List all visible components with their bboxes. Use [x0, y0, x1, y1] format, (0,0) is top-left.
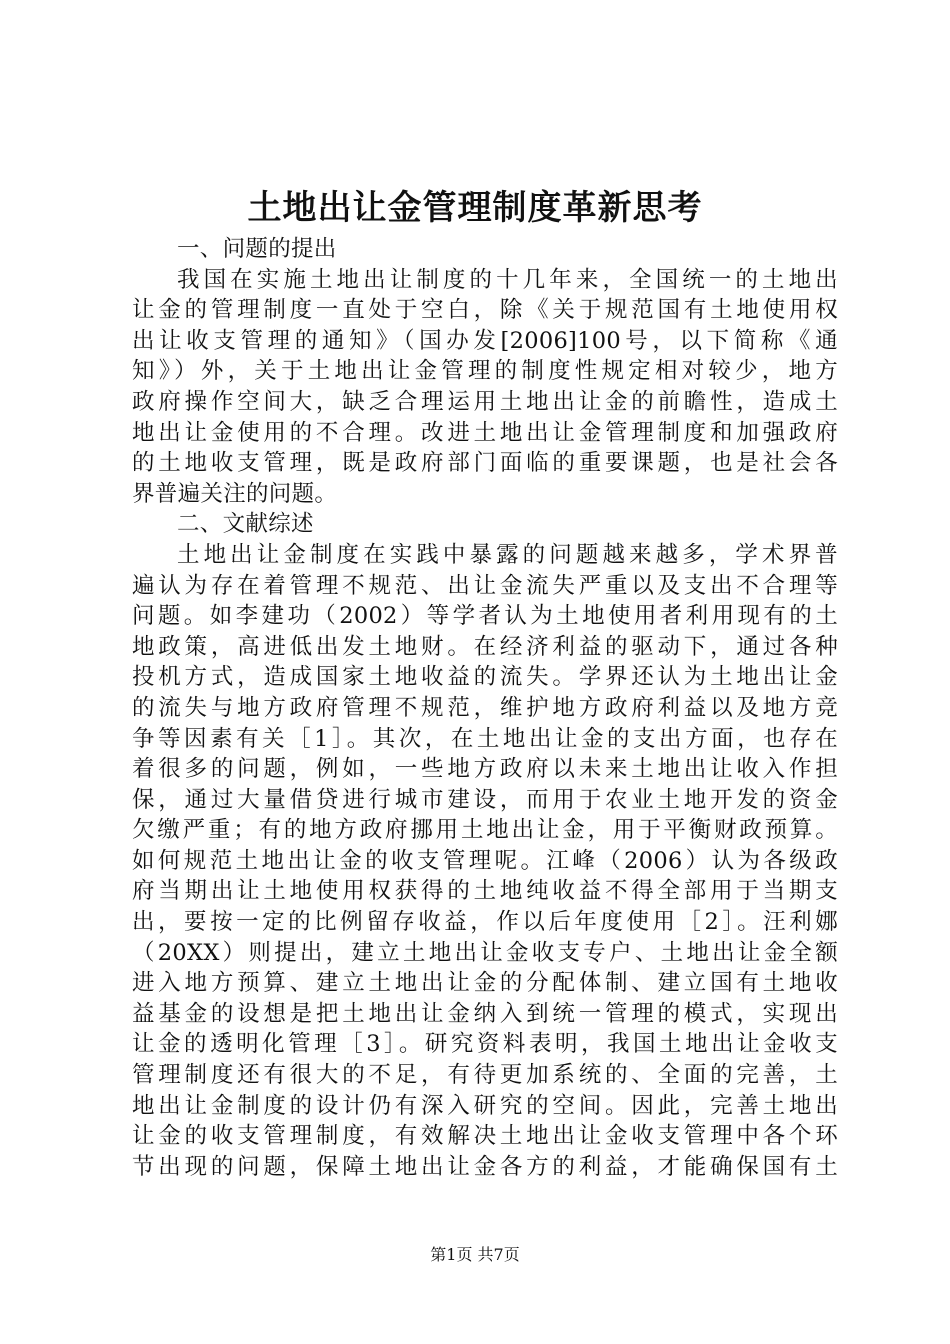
document-title: 土地出让金管理制度革新思考 [247, 188, 703, 228]
paragraph-line: 出让收支管理的通知》（国办发[2006]100号，以下简称《通 [132, 327, 838, 354]
paragraph-line: 我国在实施土地出让制度的十几年来，全国统一的土地出 [177, 266, 838, 293]
paragraph-line: 欠缴严重；有的地方政府挪用土地出让金，用于平衡财政预算。 [132, 817, 838, 844]
paragraph-line: 地政策，高进低出发土地财。在经济利益的驱动下，通过各种 [132, 633, 838, 660]
paragraph-line: 益基金的设想是把土地出让金纳入到统一管理的模式，实现出 [132, 1000, 838, 1027]
page-number: 第1页 共7页 [430, 1245, 520, 1264]
paragraph-line: 让金的收支管理制度，有效解决土地出让金收支管理中各个环 [132, 1123, 838, 1150]
paragraph-line: 知》）外，关于土地出让金管理的制度性规定相对较少，地方 [132, 358, 838, 385]
paragraph-line: 投机方式，造成国家土地收益的流失。学界还认为土地出让金 [132, 664, 838, 691]
section-heading: 一、问题的提出 [177, 236, 337, 262]
paragraph-line: 保，通过大量借贷进行城市建设，而用于农业土地开发的资金 [132, 786, 838, 813]
paragraph-line: 进入地方预算、建立土地出让金的分配体制、建立国有土地收 [132, 970, 838, 997]
paragraph-line: 如何规范土地出让金的收支管理呢。江峰（2006）认为各级政 [132, 847, 838, 874]
paragraph-line: 节出现的问题，保障土地出让金各方的利益，才能确保国有土 [132, 1153, 838, 1180]
paragraph-line: 着很多的问题，例如，一些地方政府以未来土地出让收入作担 [132, 756, 838, 783]
paragraph-line: 土地出让金制度在实践中暴露的问题越来越多，学术界普 [177, 541, 838, 568]
paragraph-line: 界普遍关注的问题。 [132, 480, 338, 507]
paragraph-line: 出，要按一定的比例留存收益，作以后年度使用［2］。汪利娜 [132, 909, 838, 936]
paragraph-line: 让金的透明化管理［3］。研究资料表明，我国土地出让金收支 [132, 1031, 838, 1058]
paragraph-line: 的土地收支管理，既是政府部门面临的重要课题，也是社会各 [132, 450, 838, 477]
paragraph-line: 府当期出让土地使用权获得的土地纯收益不得全部用于当期支 [132, 878, 838, 905]
paragraph-line: 政府操作空间大，缺乏合理运用土地出让金的前瞻性，造成土 [132, 388, 838, 415]
section-heading: 二、文献综述 [177, 511, 314, 538]
paragraph-line: 地出让金制度的设计仍有深入研究的空间。因此，完善土地出 [132, 1092, 838, 1119]
paragraph-line: 让金的管理制度一直处于空白，除《关于规范国有土地使用权 [132, 297, 838, 324]
document-body [132, 234, 838, 1182]
paragraph-line: 遍认为存在着管理不规范、出让金流失严重以及支出不合理等 [132, 572, 838, 599]
paragraph-line: 问题。如李建功（2002）等学者认为土地使用者利用现有的土 [132, 603, 838, 630]
paragraph-line: 争等因素有关［1］。其次，在土地出让金的支出方面，也存在 [132, 725, 838, 752]
paragraph-line: 的流失与地方政府管理不规范，维护地方政府利益以及地方竞 [132, 694, 838, 721]
paragraph-line: 地出让金使用的不合理。改进土地出让金管理制度和加强政府 [132, 419, 838, 446]
paragraph-line: （20XX）则提出，建立土地出让金收支专户、土地出让金全额 [132, 939, 838, 966]
paragraph-line: 管理制度还有很大的不足，有待更加系统的、全面的完善，土 [132, 1062, 838, 1089]
